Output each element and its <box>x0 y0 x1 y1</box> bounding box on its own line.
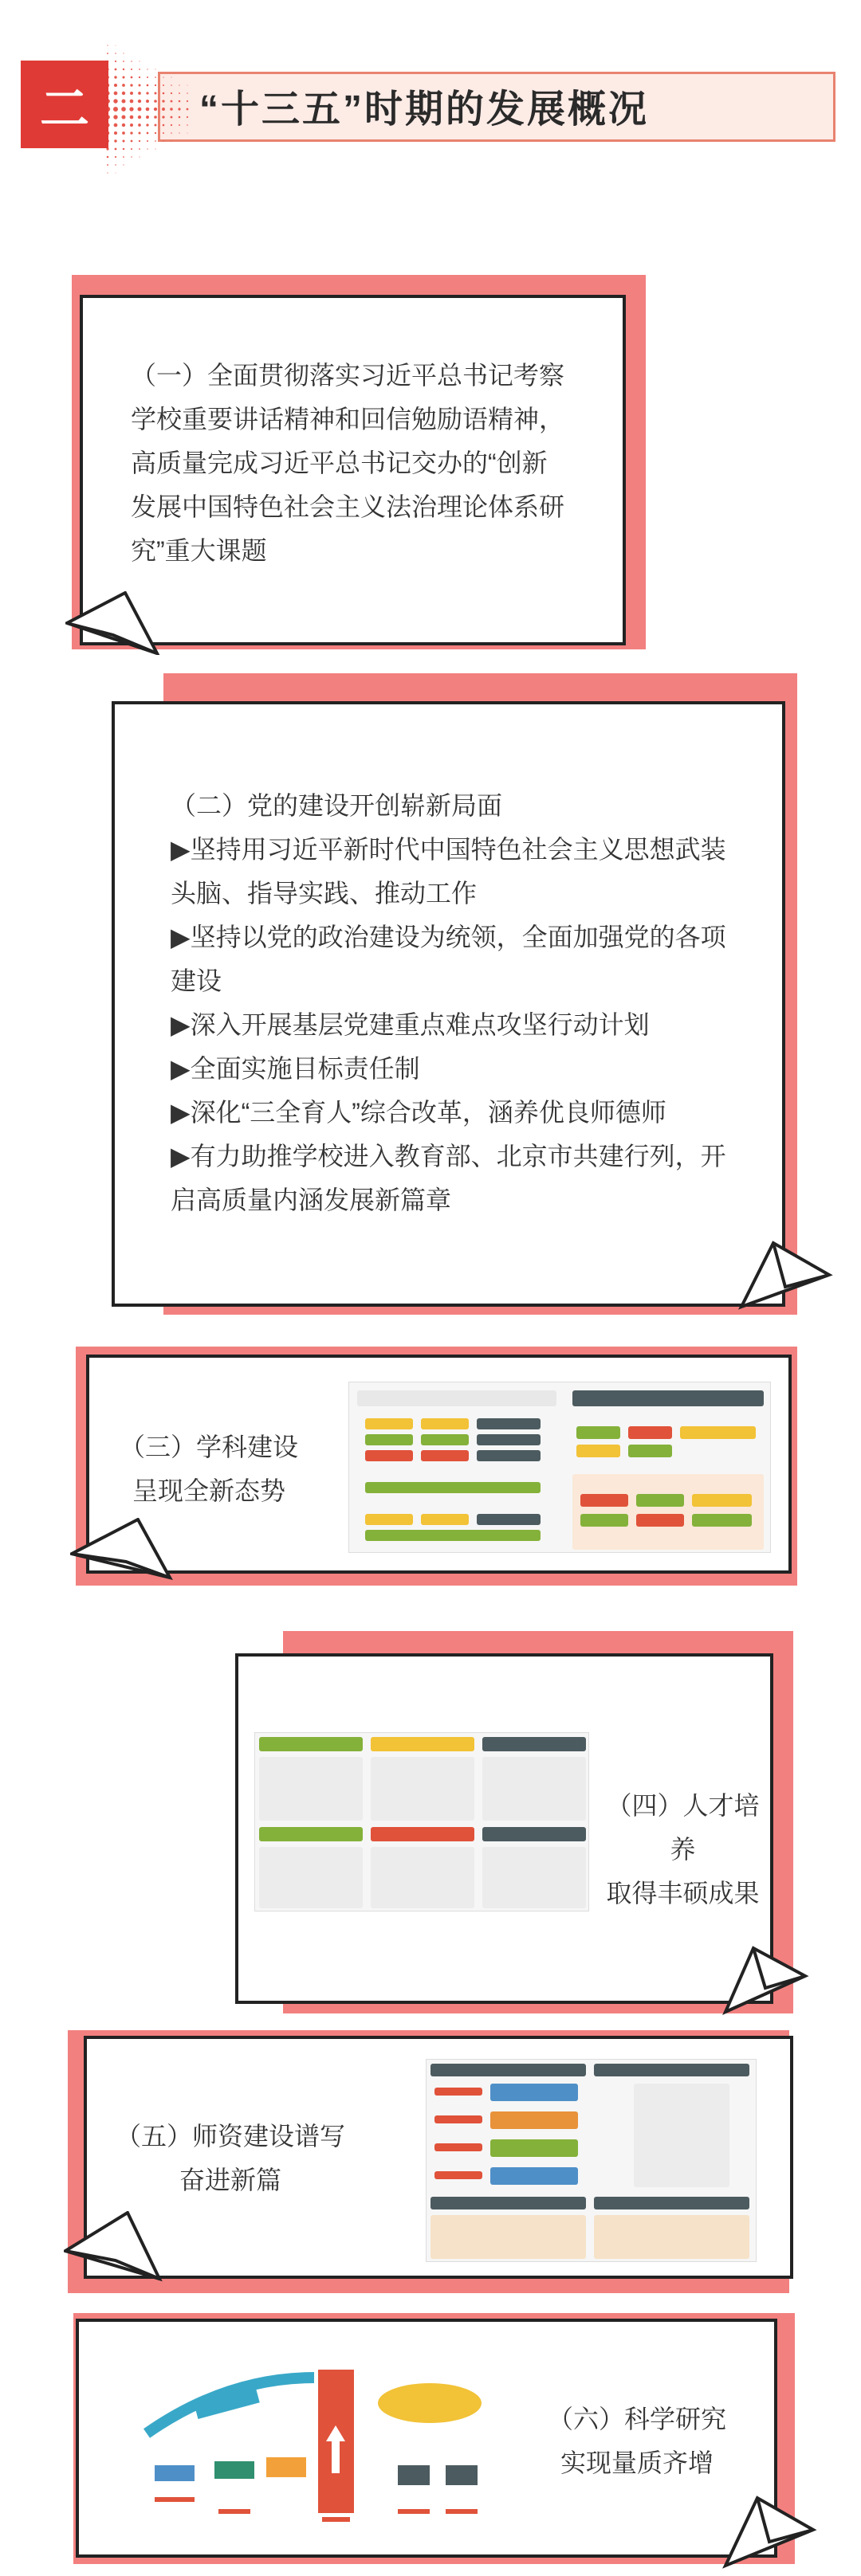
page-curl-icon <box>65 591 161 655</box>
decorative-dot <box>114 92 118 96</box>
text-line: ▶有力助推学校进入教育部、北京市共建行列，开 <box>171 1142 726 1170</box>
decorative-dot <box>138 116 141 119</box>
decorative-dot <box>131 140 133 143</box>
decorative-dot <box>138 131 140 134</box>
decorative-dot <box>130 100 134 104</box>
section-4-text <box>597 1784 769 1915</box>
decorative-dot <box>107 156 109 159</box>
decorative-dot <box>123 164 124 165</box>
decorative-dot <box>171 77 172 78</box>
text-line: 奋进新篇 <box>179 2166 281 2194</box>
decorative-dot <box>138 124 141 127</box>
decorative-dot <box>107 164 108 166</box>
text-line: 高质量完成习近平总书记交办的“创新 <box>131 449 548 477</box>
section-card-4 <box>235 1653 773 2004</box>
decorative-dot <box>138 84 140 86</box>
text-line: 取得丰硕成果 <box>606 1879 760 1907</box>
decorative-dot <box>178 108 180 110</box>
text-line: 启高质量内涵发展新篇章 <box>171 1186 452 1214</box>
decorative-dot <box>114 131 117 135</box>
decorative-dot <box>146 92 148 94</box>
section-card-1 <box>80 295 626 645</box>
text-line: 发展中国特色社会主义法治理论体系研 <box>131 492 565 521</box>
section-1-text <box>131 354 609 573</box>
decorative-dot <box>114 76 116 78</box>
decorative-dot <box>130 124 133 127</box>
decorative-dot <box>115 69 117 71</box>
decorative-dot <box>113 115 117 119</box>
text-line: ▶坚持以党的政治建设为统领，全面加强党的各项 <box>171 923 726 951</box>
decorative-dot <box>187 92 188 94</box>
decorative-dot <box>163 132 164 134</box>
decorative-dot <box>131 76 133 79</box>
decorative-dot <box>154 108 157 111</box>
decorative-dot <box>123 156 124 158</box>
decorative-dot <box>155 84 156 86</box>
decorative-dot <box>171 124 172 126</box>
decorative-dot <box>155 69 156 70</box>
decorative-dot <box>114 139 116 142</box>
decorative-dot <box>122 139 124 142</box>
research-growth-infographic-image <box>131 2346 505 2533</box>
text-line: （六）科学研究 <box>547 2405 726 2433</box>
decorative-dot <box>171 84 172 86</box>
decorative-dot <box>146 100 149 103</box>
decorative-dot <box>162 100 164 102</box>
decorative-dot <box>130 131 132 134</box>
decorative-dot <box>187 108 189 111</box>
decorative-dot <box>129 107 133 111</box>
decorative-dot <box>155 76 156 78</box>
decorative-dot <box>146 108 150 112</box>
section-card-2 <box>112 701 785 1307</box>
decorative-dot <box>146 116 149 119</box>
decorative-dot <box>139 140 140 142</box>
text-line: （一）全面贯彻落实习近平总书记考察 <box>131 361 565 390</box>
page-title: “十三五”时期的发展概况 <box>199 88 650 131</box>
text-line: ▶坚持用习近平新时代中国特色社会主义思想武装 <box>171 835 726 864</box>
decorative-dot <box>114 124 118 127</box>
decorative-dot <box>155 149 156 150</box>
decorative-dot <box>179 92 180 94</box>
text-line: （四）人才培养 <box>606 1791 760 1864</box>
text-line: ▶深化“三全育人”综合改革，涵养优良师德师 <box>171 1098 666 1127</box>
decorative-dot <box>163 124 165 127</box>
text-line: 实现量质齐增 <box>560 2449 714 2477</box>
decorative-dot <box>187 124 188 126</box>
decorative-dot <box>163 92 165 95</box>
decorative-dot <box>130 116 134 120</box>
decorative-dot <box>179 100 181 103</box>
section-2-text <box>171 784 761 1222</box>
decorative-dot <box>155 92 157 95</box>
decorative-dot <box>123 69 124 70</box>
decorative-dot <box>147 84 149 87</box>
decorative-dot <box>171 141 172 142</box>
decorative-dot <box>139 156 140 157</box>
decorative-dot <box>171 132 172 134</box>
text-line: ▶全面实施目标责任制 <box>171 1054 420 1083</box>
decorative-dot <box>115 61 116 62</box>
text-line: 呈现全新态势 <box>132 1476 285 1505</box>
decorative-dot <box>113 107 118 112</box>
decorative-dot <box>147 76 148 78</box>
page-curl-icon <box>721 1944 809 2016</box>
decorative-dot <box>131 69 132 70</box>
decorative-dot <box>131 148 132 150</box>
decorative-dot <box>162 108 165 111</box>
decorative-dot <box>154 100 157 103</box>
decorative-dot <box>155 140 156 142</box>
decorative-dot <box>155 132 156 134</box>
page-curl-icon <box>737 1239 833 1311</box>
text-line: 头脑、指导实践、推动工作 <box>171 879 478 908</box>
decorative-dot <box>122 92 125 95</box>
decorative-dot <box>187 85 188 86</box>
decorative-dot <box>139 148 140 150</box>
decorative-dot <box>170 108 173 111</box>
decorative-dot <box>139 69 140 70</box>
decorative-dot <box>130 92 133 95</box>
faculty-infographic-image <box>426 2059 757 2262</box>
decorative-dot <box>123 148 124 150</box>
page-curl-icon <box>721 2494 817 2570</box>
decorative-dot <box>138 108 142 112</box>
decorative-dot <box>138 92 141 95</box>
text-line: 学校重要讲话精神和回信勉励语精神， <box>131 405 565 433</box>
text-line: 究”重大课题 <box>131 536 267 565</box>
text-line: （二）党的建设开创崭新局面 <box>171 791 503 820</box>
decorative-dot <box>131 156 132 157</box>
decorative-dot <box>113 99 117 103</box>
decorative-dot <box>187 133 188 134</box>
decorative-dot <box>138 100 141 103</box>
decorative-dot <box>123 61 124 62</box>
decorative-dot <box>114 84 117 87</box>
decorative-dot <box>171 100 173 103</box>
section-card-5 <box>84 2036 793 2279</box>
text-line: （五）师资建设谱写 <box>115 2122 345 2151</box>
decorative-dot <box>147 132 149 135</box>
section-card-6 <box>76 2319 777 2558</box>
text-line: （三）学科建设 <box>119 1433 298 1461</box>
decorative-dot <box>146 124 148 126</box>
page-curl-icon <box>70 1518 174 1582</box>
decorative-dot <box>171 116 173 119</box>
section-3-text <box>117 1425 301 1513</box>
decorative-dot <box>122 84 125 87</box>
decorative-dot <box>121 115 125 119</box>
talent-training-infographic-image <box>254 1732 589 1911</box>
section-card-3 <box>86 1355 792 1574</box>
decorative-dot <box>115 156 116 158</box>
decorative-dot <box>122 76 124 78</box>
section-number-badge: 二 <box>21 61 108 148</box>
growth-chart-icon <box>131 2346 505 2533</box>
text-line: 建设 <box>171 966 222 995</box>
text-line: ▶深入开展基层党建重点难点攻坚行动计划 <box>171 1010 650 1039</box>
decorative-dot <box>107 53 108 54</box>
dot-pattern-decoration <box>104 41 191 177</box>
decorative-dot <box>122 124 125 127</box>
decorative-dot <box>115 164 116 165</box>
decorative-dot <box>154 116 157 119</box>
decorative-dot <box>171 92 172 94</box>
decorative-dot <box>147 140 148 142</box>
section-5-text <box>103 2115 358 2202</box>
decorative-dot <box>130 84 132 86</box>
decorative-dot <box>121 99 125 103</box>
decorative-dot <box>121 107 126 112</box>
decorative-dot <box>155 124 157 127</box>
discipline-infographic-image <box>348 1382 771 1553</box>
decorative-dot <box>179 124 180 126</box>
decorative-dot <box>187 100 188 102</box>
decorative-dot <box>163 84 164 86</box>
decorative-dot <box>115 148 117 151</box>
decorative-dot <box>139 76 140 78</box>
section-6-text <box>533 2398 741 2485</box>
page-curl-icon <box>64 2211 163 2283</box>
decorative-dot <box>187 116 188 118</box>
decorative-dot <box>122 131 125 135</box>
decorative-dot <box>162 116 164 118</box>
decorative-dot <box>107 172 108 173</box>
decorative-dot <box>179 116 181 119</box>
